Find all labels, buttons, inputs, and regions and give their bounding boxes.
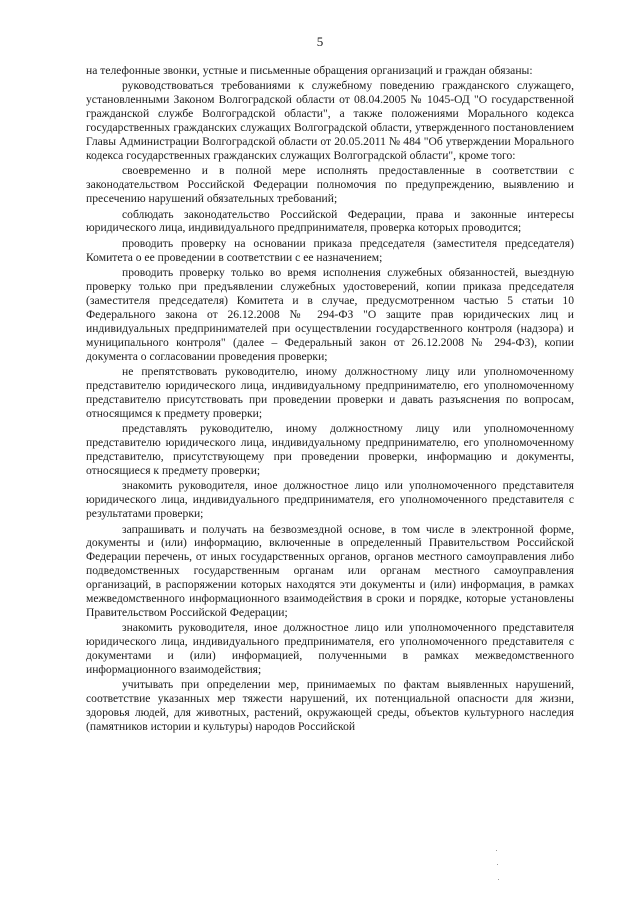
paragraph-exercise-powers: своевременно и в полной мере исполнять предоставленные в соответствии с законодательством Российской Федерации полномочия по предупреждению, выявлению и пресечению нарушений обязательных требований; (86, 164, 574, 206)
paragraph-observe-law: соблюдать законодательство Российской Федерации, права и законные интересы юридического лица, индивидуального предпринимателя, проверка которых проводится; (86, 207, 574, 235)
paragraph-ethics-requirements: руководствоваться требованиями к служебному поведению гражданского служащего, установленными Законом Волгоградской области от 08.04.2005 № 1045-ОД "О государственной гражданской службе Волгоградской области", а также положениями Морального кодекса государственных гражданских служащих Волгоградской области, утвержденного постановлением Главы Администрации Волгоградской области от 20.05.2011 № 484 "Об утверждении Морального кодекса государственных гражданских служащих Волгоградской области", кроме того: (86, 79, 574, 162)
paragraph-acquaint-documents: знакомить руководителя, иное должностное лицо или уполномоченного представителя юридического лица, индивидуального предпринимателя, его уполномоченного представителя с документами и (или) информацией, полученными в рамках межведомственного информационного взаимодействия; (86, 621, 574, 677)
paragraph-inspection-conduct: проводить проверку только во время исполнения служебных обязанностей, выездную проверку только при предъявлении служебных удостоверений, копии приказа председателя (заместителя председателя) Комитета и в случае, предусмотренном частью 5 статьи 10 Федерального закона от 26.12.2008 № 294-ФЗ "О защите прав юридических лиц и индивидуальных предпринимателей при осуществлении государственного контроля (надзора) и муниципального контроля" (далее – Федеральный закон от 26.12.2008 № 294-ФЗ), копии документа о согласовании проведения проверки; (86, 266, 574, 363)
paragraph-no-obstruction: не препятствовать руководителю, иному должностному лицу или уполномоченному представителю юридического лица, индивидуальному предпринимателю, его уполномоченному представителю присутствовать при проведении проверки и давать разъяснения по вопросам, относящимся к предмету проверки; (86, 365, 574, 420)
paragraph-provide-information: представлять руководителю, иному должностному лицу или уполномоченному представителю юридического лица, индивидуальному предпринимателю, его уполномоченному представителю, присутствующему при проведении проверки, информацию и документы, относящиеся к предмету проверки; (86, 422, 574, 477)
scan-specks (496, 850, 500, 890)
paragraph-proportional-measures: учитывать при определении мер, принимаемых по фактам выявленных нарушений, соответствие указанных мер тяжести нарушений, их потенциальной опасности для жизни, здоровья людей, для животных, растений, окружающей среды, объектов культурного наследия (памятников истории и культуры) народов Российской (86, 678, 574, 734)
paragraph-order-basis: проводить проверку на основании приказа председателя (заместителя председателя) Комитета о ее проведении в соответствии с ее назначением; (86, 236, 574, 264)
page-number: 5 (316, 34, 324, 49)
document-body (86, 64, 574, 736)
paragraph-acquaint-results: знакомить руководителя, иное должностное лицо или уполномоченного представителя юридического лица, индивидуального предпринимателя, его уполномоченного представителя с результатами проверки; (86, 479, 574, 521)
paragraph-intro: на телефонные звонки, устные и письменные обращения организаций и граждан обязаны: (86, 64, 533, 77)
paragraph-request-documents: запрашивать и получать на безвозмездной основе, в том числе в электронной форме, документы и (или) информацию, включенные в определенный Правительством Российской Федерации перечень, от иных государственных органов, органов местного самоуправления либо подведомственных государственным органам или органам местного самоуправления организаций, в распоряжении которых находятся эти документы и (или) информация, в рамках межведомственного информационного взаимодействия в сроки и порядке, которые установлены Правительством Российской Федерации; (86, 522, 574, 619)
